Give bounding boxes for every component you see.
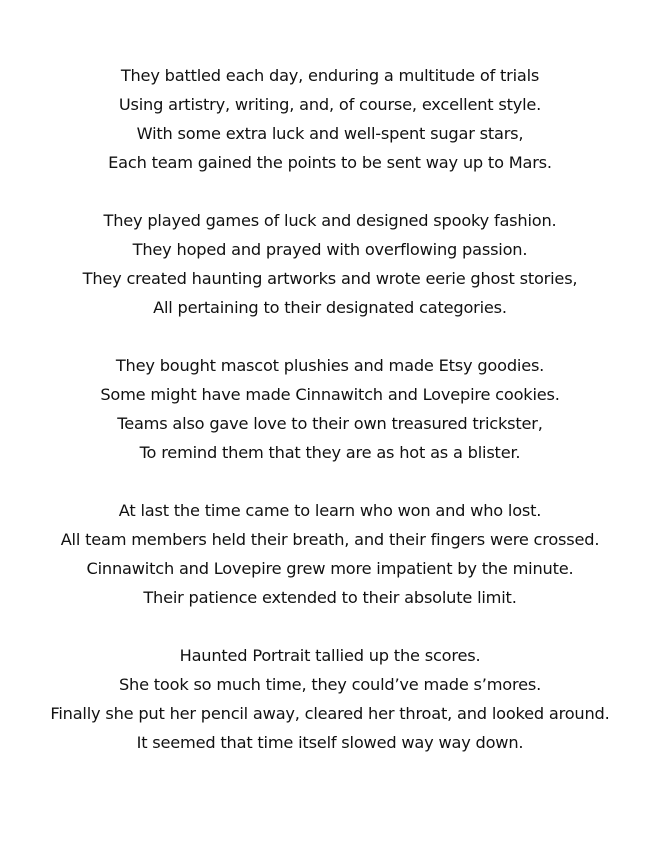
poem-line: They hoped and prayed with overflowing passion. (132, 240, 528, 259)
poem-line: With some extra luck and well-spent sugar stars, (136, 124, 524, 143)
poem-line: Using artistry, writing, and, of course, excellent style. (118, 95, 542, 114)
poem-line: Their patience extended to their absolute limit. (143, 588, 517, 607)
poem-line: Haunted Portrait tallied up the scores. (179, 646, 481, 665)
stanza-2 (0, 206, 660, 322)
poem-line: She took so much time, they could’ve made s’mores. (118, 675, 542, 694)
stanza-1 (0, 61, 660, 177)
poem-line: At last the time came to learn who won and who lost. (118, 501, 542, 520)
poem-line: They bought mascot plushies and made Etsy goodies. (115, 356, 545, 375)
poem-line: They created haunting artworks and wrote eerie ghost stories, (82, 269, 578, 288)
poem-line: Some might have made Cinnawitch and Lovepire cookies. (100, 385, 560, 404)
poem-line: Finally she put her pencil away, cleared her throat, and looked around. (50, 704, 610, 723)
poem-line: All pertaining to their designated categories. (153, 298, 507, 317)
poem-line: It seemed that time itself slowed way way down. (136, 733, 524, 752)
poem-line: All team members held their breath, and their fingers were crossed. (60, 530, 600, 549)
stanza-3 (0, 351, 660, 467)
poem-line: They played games of luck and designed spooky fashion. (103, 211, 557, 230)
stanza-5 (0, 641, 660, 757)
poem-line: They battled each day, enduring a multitude of trials (120, 66, 540, 85)
poem-line: Teams also gave love to their own treasured trickster, (117, 414, 543, 433)
poem-line: Cinnawitch and Lovepire grew more impatient by the minute. (86, 559, 574, 578)
stanza-4 (0, 496, 660, 612)
poem-line: To remind them that they are as hot as a blister. (139, 443, 521, 462)
poem-line: Each team gained the points to be sent way up to Mars. (108, 153, 552, 172)
poem-body (0, 61, 660, 786)
